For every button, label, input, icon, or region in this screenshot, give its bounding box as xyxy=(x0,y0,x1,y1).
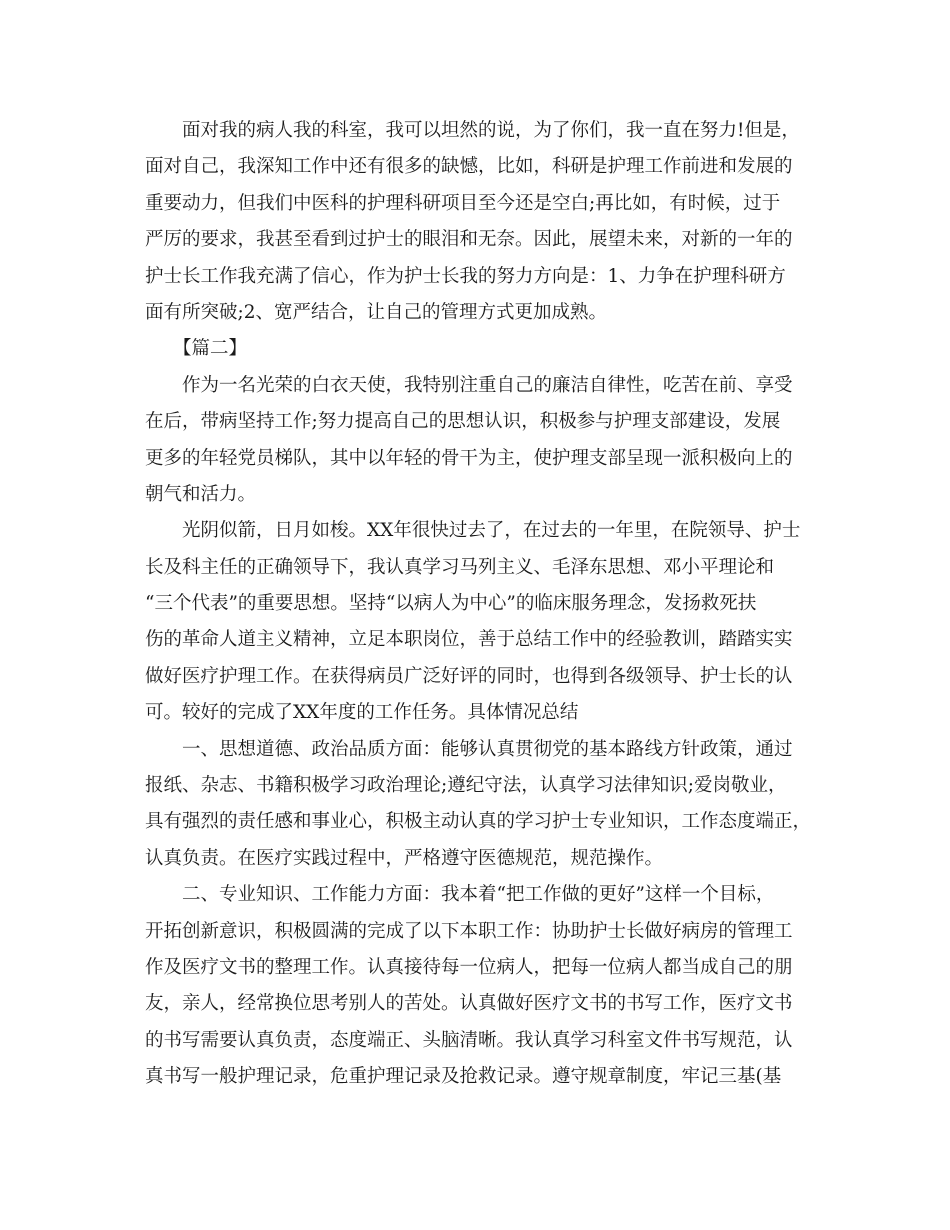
paragraph-line: “三个代表”的重要思想。坚持“以病人为中心”的临床服务理念，发扬救死扶 xyxy=(145,593,757,615)
paragraph-line: 在后，带病坚持工作;努力提高自己的思想认识，积极参与护理支部建设，发展 xyxy=(145,411,781,433)
paragraph-line: 面对我的病人我的科室，我可以坦然的说，为了你们，我一直在努力!但是， xyxy=(182,120,800,141)
paragraph-line: 一、思想道德、政治品质方面：能够认真贯彻党的基本路线方针政策，通过 xyxy=(182,738,793,760)
paragraph-line: 伤的革命人道主义精神，立足本职岗位，善于总结工作中的经验教训，踏踏实实 xyxy=(145,629,793,651)
paragraph-line: 朝气和活力。 xyxy=(145,483,257,505)
paragraph-line: 友，亲人，经常换位思考别人的苦处。认真做好医疗文书的书写工作，医疗文书 xyxy=(145,993,793,1015)
paragraph-line: 做好医疗护理工作。在获得病员广泛好评的同时，也得到各级领导、护士长的认 xyxy=(145,665,793,687)
document-body xyxy=(145,113,810,1096)
paragraph-line: 二、专业知识、工作能力方面：我本着“把工作做的更好”这样一个目标， xyxy=(182,884,775,906)
paragraph-line: 开拓创新意识，积极圆满的完成了以下本职工作：协助护士长做好病房的管理工 xyxy=(145,920,793,942)
paragraph-line: 面有所突破;2、宽严结合，让自己的管理方式更加成熟。 xyxy=(145,301,608,323)
paragraph-line: 具有强烈的责任感和事业心，积极主动认真的学习护士专业知识，工作态度端正， xyxy=(145,811,812,833)
paragraph-line: 真书写一般护理记录，危重护理记录及抢救记录。遵守规章制度，牢记三基(基 xyxy=(145,1066,782,1088)
paragraph-line: 长及科主任的正确领导下，我认真学习马列主义、毛泽东思想、邓小平理论和 xyxy=(145,556,775,578)
paragraph-line: 作及医疗文书的整理工作。认真接待每一位病人，把每一位病人都当成自己的朋 xyxy=(145,956,793,978)
section-heading: 【篇二】 xyxy=(173,338,248,360)
paragraph-line: 光阴似箭，日月如梭。XX年很快过去了，在过去的一年里，在院领导、护士 xyxy=(182,520,801,542)
paragraph-line: 重要动力，但我们中医科的护理科研项目至今还是空白;再比如，有时候，过于 xyxy=(145,192,781,214)
paragraph-line: 面对自己，我深知工作中还有很多的缺憾，比如，科研是护理工作前进和发展的 xyxy=(145,156,793,178)
paragraph-line: 可。较好的完成了XX年度的工作任务。具体情况总结 xyxy=(145,702,579,724)
paragraph-line: 更多的年轻党员梯队，其中以年轻的骨干为主，使护理支部呈现一派积极向上的 xyxy=(145,447,793,469)
paragraph-line: 护士长工作我充满了信心，作为护士长我的努力方向是：1、力争在护理科研方 xyxy=(145,265,786,287)
paragraph-line: 严厉的要求，我甚至看到过护士的眼泪和无奈。因此，展望未来，对新的一年的 xyxy=(145,229,793,251)
paragraph-line: 的书写需要认真负责，态度端正、头脑清晰。我认真学习科室文件书写规范，认 xyxy=(145,1029,793,1051)
paragraph-line: 认真负责。在医疗实践过程中，严格遵守医德规范，规范操作。 xyxy=(145,847,664,869)
paragraph-line: 报纸、杂志、书籍积极学习政治理论;遵纪守法，认真学习法律知识;爱岗敬业， xyxy=(145,775,787,797)
paragraph-line: 作为一名光荣的白衣天使，我特别注重自己的廉洁自律性，吃苦在前、享受 xyxy=(182,374,793,396)
